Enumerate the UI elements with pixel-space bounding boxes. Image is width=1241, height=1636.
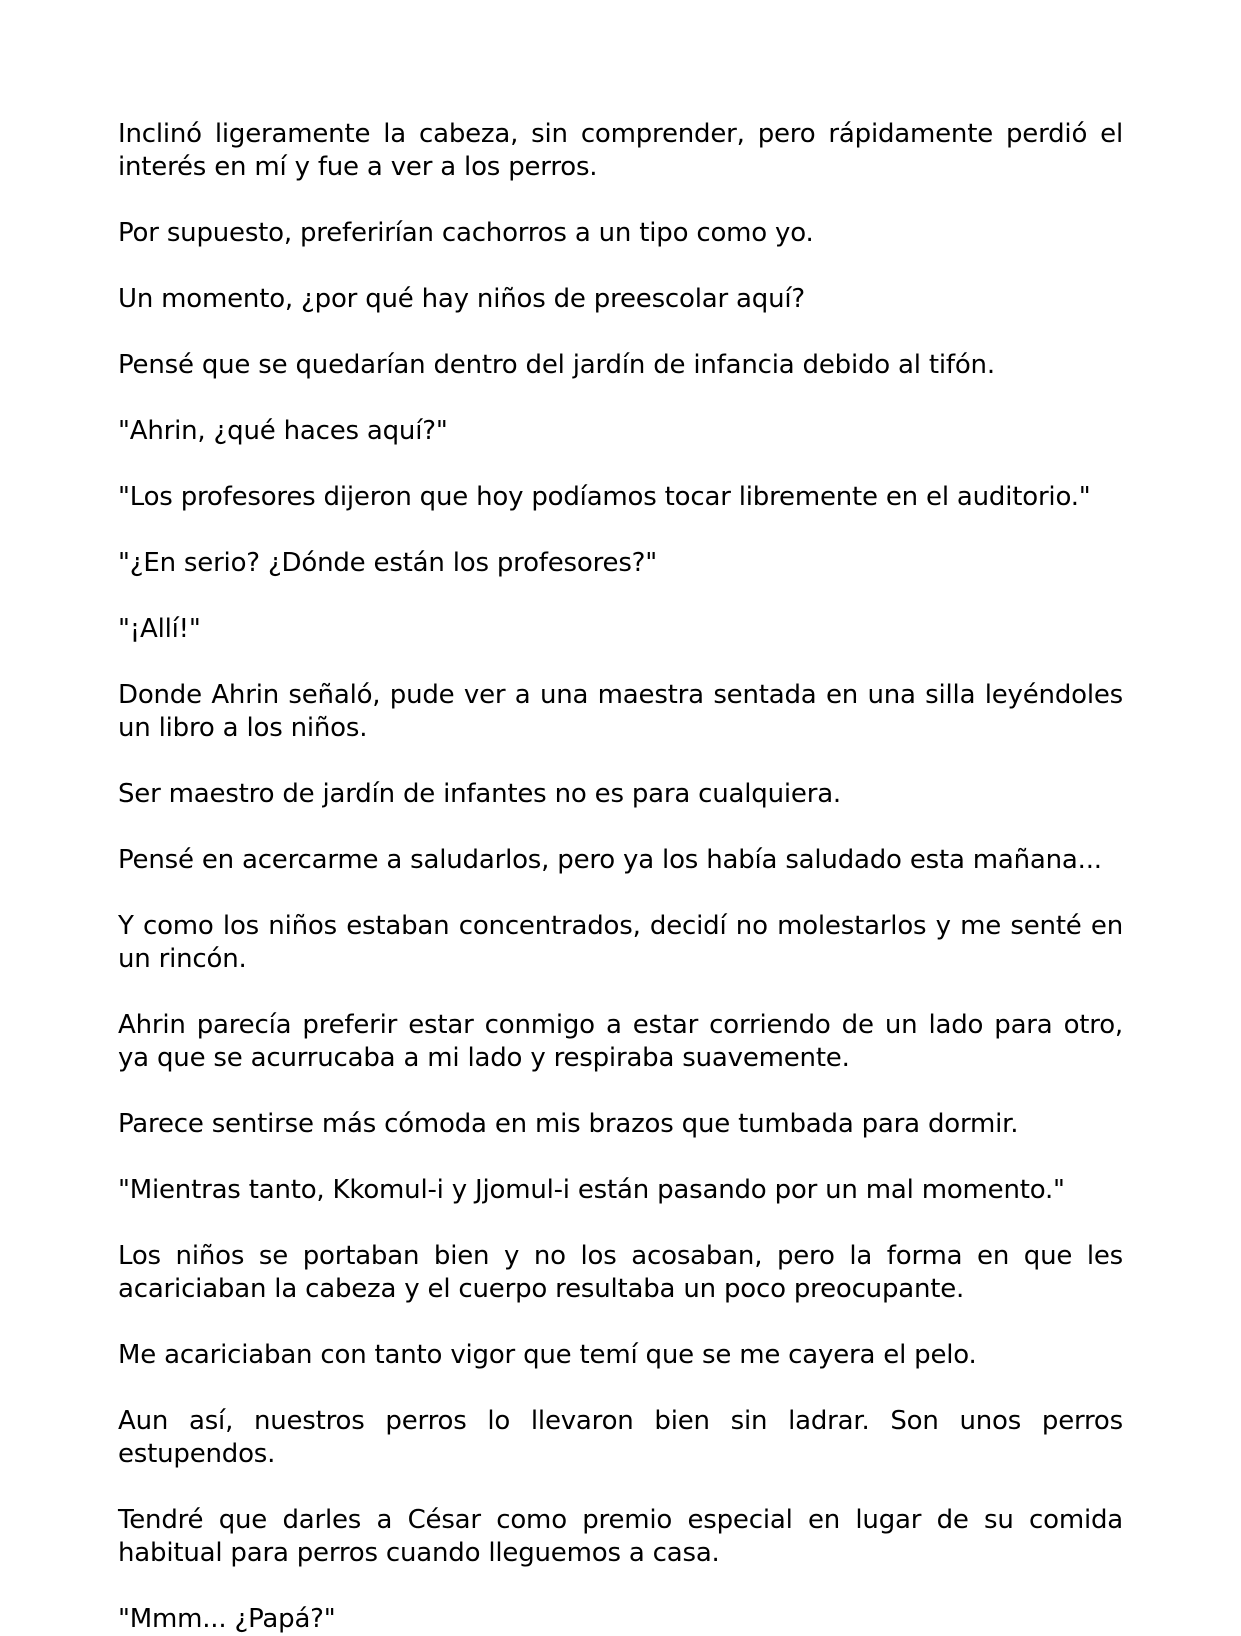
paragraph: Inclinó ligeramente la cabeza, sin comprender, pero rápidamente perdió el interés en mí y fue a ver a los perros. <box>118 119 1123 182</box>
paragraph: Ahrin parecía preferir estar conmigo a estar corriendo de un lado para otro, ya que se acurrucaba a mi lado y respiraba suavemente. <box>118 1010 1123 1073</box>
paragraph: "Los profesores dijeron que hoy podíamos tocar libremente en el auditorio." <box>118 482 1091 512</box>
paragraph: "¡Allí!" <box>118 614 201 644</box>
paragraph: Pensé en acercarme a saludarlos, pero ya los había saludado esta mañana... <box>118 845 1102 875</box>
paragraph: Un momento, ¿por qué hay niños de preescolar aquí? <box>118 284 805 314</box>
paragraph: Donde Ahrin señaló, pude ver a una maestra sentada en una silla leyéndoles un libro a los niños. <box>118 680 1123 743</box>
paragraph: "Ahrin, ¿qué haces aquí?" <box>118 416 448 446</box>
paragraph: Y como los niños estaban concentrados, decidí no molestarlos y me senté en un rincón. <box>118 911 1123 974</box>
paragraph: Me acariciaban con tanto vigor que temí que se me cayera el pelo. <box>118 1340 977 1370</box>
paragraph: "¿En serio? ¿Dónde están los profesores?" <box>118 548 658 578</box>
paragraph: Tendré que darles a César como premio especial en lugar de su comida habitual para perros cuando lleguemos a casa. <box>118 1505 1123 1568</box>
paragraph: Los niños se portaban bien y no los acosaban, pero la forma en que les acariciaban la cabeza y el cuerpo resultaba un poco preocupante. <box>118 1241 1123 1304</box>
paragraph: Ser maestro de jardín de infantes no es para cualquiera. <box>118 779 841 809</box>
paragraph: "Mmm... ¿Papá?" <box>118 1604 336 1634</box>
paragraph: Parece sentirse más cómoda en mis brazos que tumbada para dormir. <box>118 1109 1019 1139</box>
paragraph: Aun así, nuestros perros lo llevaron bien sin ladrar. Son unos perros estupendos. <box>118 1406 1123 1469</box>
document-page <box>118 118 1123 1636</box>
paragraph: Pensé que se quedarían dentro del jardín de infancia debido al tifón. <box>118 350 995 380</box>
paragraph: "Mientras tanto, Kkomul-i y Jjomul-i están pasando por un mal momento." <box>118 1175 1065 1205</box>
paragraph: Por supuesto, preferirían cachorros a un tipo como yo. <box>118 218 814 248</box>
